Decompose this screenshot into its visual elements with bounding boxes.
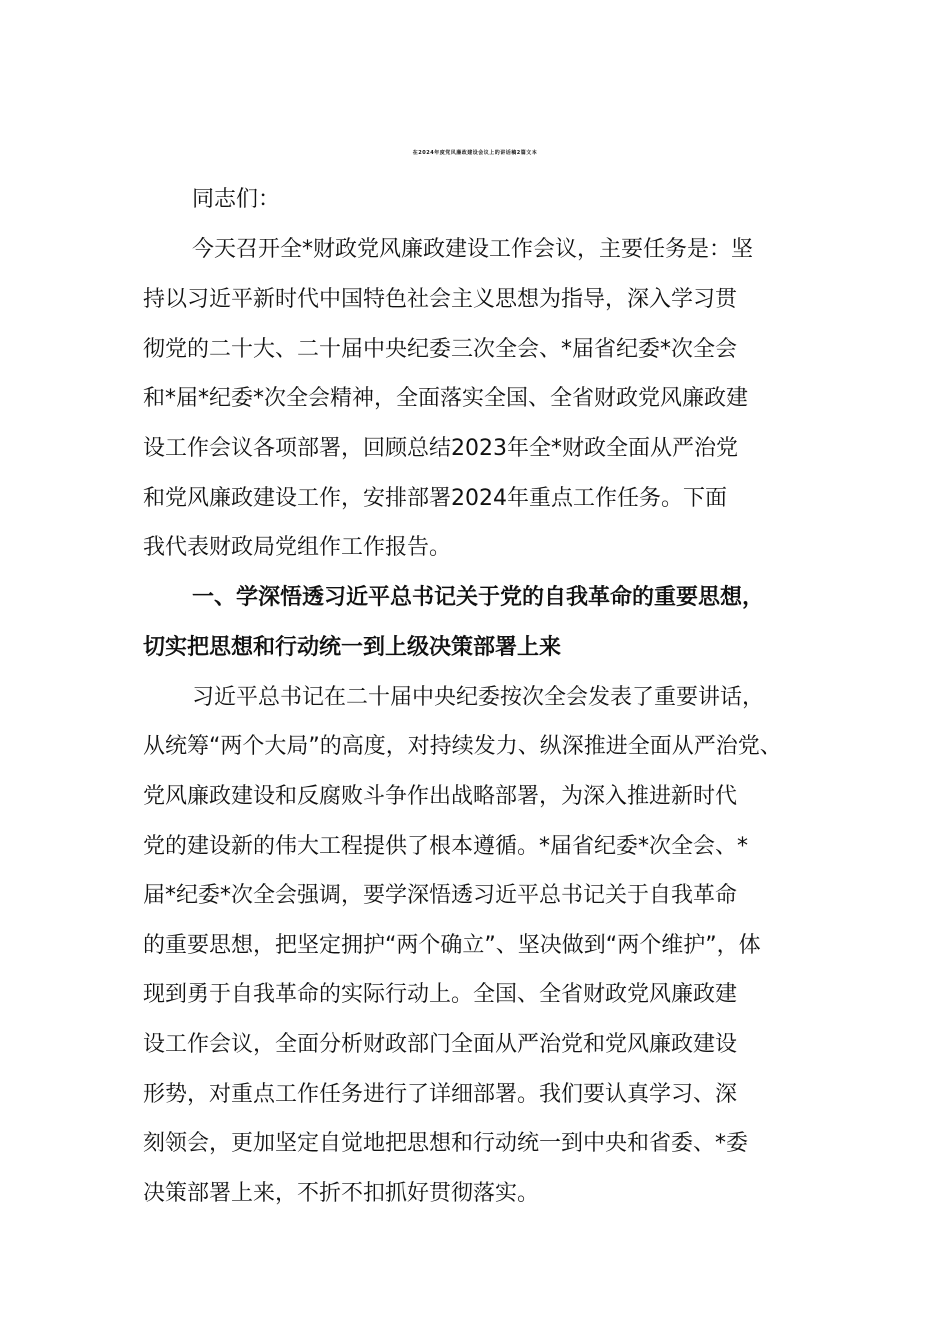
salutation: 同志们： (192, 187, 281, 212)
paragraph-1-line: 和*届*纪委*次全会精神，全面落实全国、全省财政党风廉政建 (143, 386, 749, 411)
section-heading-1-cont: 切实把思想和行动统一到上级决策部署上来 (143, 635, 562, 660)
paragraph-1-line: 和党风廉政建设工作，安排部署2024年重点工作任务。下面 (143, 486, 727, 511)
paragraph-2-line: 从统筹“两个大局”的高度，对持续发力、纵深推进全面从严治党、 (143, 734, 782, 759)
paragraph-1-line: 我代表财政局党组作工作报告。 (143, 535, 452, 560)
paragraph-1-line: 彻党的二十大、二十届中央纪委三次全会、*届省纪委*次全会 (143, 337, 738, 362)
paragraph-2-line: 刻领会，更加坚定自觉地把思想和行动统一到中央和省委、*委 (143, 1131, 749, 1156)
paragraph-1-line: 今天召开全*财政党风廉政建设工作会议，主要任务是：坚 (192, 237, 754, 262)
paragraph-1-line: 设工作会议各项部署，回顾总结2023年全*财政全面从严治党 (143, 436, 738, 461)
section-heading-1: 一、学深悟透习近平总书记关于党的自我革命的重要思想， (192, 585, 765, 610)
document-title: 在2024年度党风廉政建设会议上的讲话稿2篇文本 (412, 150, 538, 156)
paragraph-2-line: 形势，对重点工作任务进行了详细部署。我们要认真学习、深 (143, 1082, 738, 1107)
paragraph-2-line: 习近平总书记在二十届中央纪委按次全会发表了重要讲话， (192, 685, 765, 710)
paragraph-1-line: 持以习近平新时代中国特色社会主义思想为指导，深入学习贯 (143, 287, 738, 312)
paragraph-2-line: 的重要思想，把坚定拥护“两个确立”、坚决做到“两个维护”，体 (143, 933, 761, 958)
paragraph-2-line: 设工作会议，全面分析财政部门全面从严治党和党风廉政建设 (143, 1032, 738, 1057)
paragraph-2-line: 届*纪委*次全会强调，要学深悟透习近平总书记关于自我革命 (143, 883, 738, 908)
paragraph-2-line: 党风廉政建设和反腐败斗争作出战略部署，为深入推进新时代 (143, 784, 738, 809)
paragraph-2-line: 现到勇于自我革命的实际行动上。全国、全省财政党风廉政建 (143, 982, 738, 1007)
paragraph-2-line: 决策部署上来，不折不扣抓好贯彻落实。 (143, 1181, 540, 1206)
paragraph-2-line: 党的建设新的伟大工程提供了根本遵循。*届省纪委*次全会、* (143, 834, 749, 859)
